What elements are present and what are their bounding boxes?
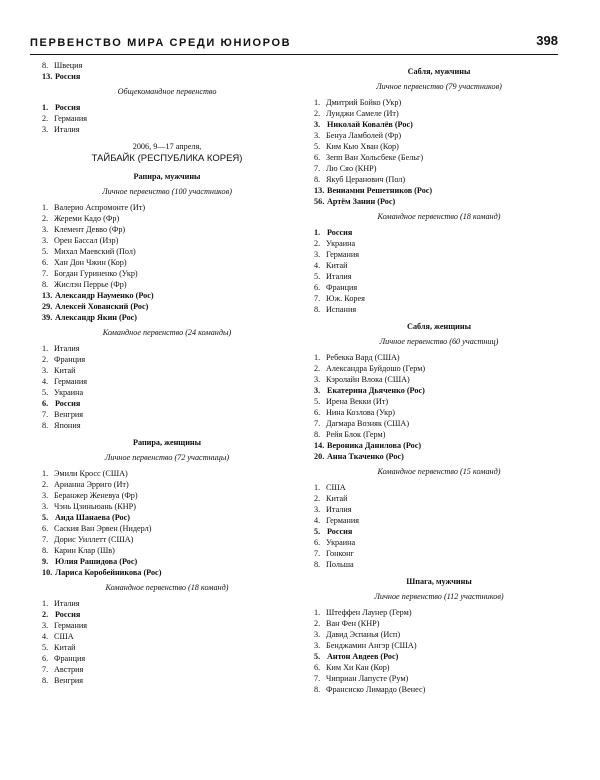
result-row [42, 490, 292, 501]
place-number: 5. [314, 142, 321, 151]
place-number: 7. [42, 535, 49, 544]
result-row [314, 260, 564, 271]
result-name: Ван Фен (КНР) [326, 619, 380, 628]
result-row [42, 60, 292, 71]
result-row [42, 609, 292, 620]
result-name: Украина [326, 538, 356, 547]
place-number: 6. [42, 654, 49, 663]
place-number: 1. [42, 469, 49, 478]
result-name: Александр Якин (Рос) [55, 313, 138, 322]
place-number: 8. [42, 546, 49, 555]
result-row [42, 279, 292, 290]
result-name: Лариса Коробейникова (Рос) [55, 568, 162, 577]
competition-subtitle: Личное первенство (60 участниц) [379, 337, 499, 346]
result-row [314, 559, 564, 570]
result-row [42, 113, 292, 124]
result-name: Зепп Ван Хольсбеке (Бельг) [326, 153, 424, 162]
result-name: Ребекка Вард (США) [326, 353, 400, 362]
result-name: Юж. Корея [326, 294, 365, 303]
result-row [314, 141, 564, 152]
place-number: 1. [42, 103, 49, 112]
place-number: 1. [314, 228, 321, 237]
result-name: Аида Шанаева (Рос) [55, 513, 130, 522]
result-row [42, 675, 292, 686]
result-row [314, 429, 564, 440]
result-row [314, 451, 564, 462]
result-name: США [326, 483, 346, 492]
result-name: Швеция [54, 61, 83, 70]
result-row [314, 271, 564, 282]
place-number: 6. [42, 258, 49, 267]
result-row [314, 152, 564, 163]
result-row [314, 607, 564, 618]
result-name: Антон Авдеев (Рос) [327, 652, 399, 661]
result-row [42, 102, 292, 113]
result-row [42, 598, 292, 609]
place-number: 2. [314, 619, 321, 628]
result-row [42, 534, 292, 545]
result-name: Германия [54, 377, 88, 386]
result-row [42, 653, 292, 664]
place-number: 7. [42, 410, 49, 419]
place-number: 9. [42, 557, 49, 566]
result-row [314, 119, 564, 130]
result-row [314, 304, 564, 315]
place-number: 2. [42, 480, 49, 489]
result-row [42, 290, 292, 301]
result-name: Саския Ван Эрвен (Нидерл) [54, 524, 152, 533]
event-title: Сабля, мужчины [407, 67, 471, 76]
result-name: Чэнь Цзиньюань (КНР) [54, 502, 136, 511]
result-row [314, 374, 564, 385]
result-name: Жислэн Перрье (Фр) [54, 280, 127, 289]
place-number: 29. [42, 302, 53, 311]
result-name: Россия [327, 228, 353, 237]
result-name: Дагмара Возняк (США) [326, 419, 410, 428]
result-name: Алексей Хованский (Рос) [55, 302, 149, 311]
result-row [314, 108, 564, 119]
result-row [314, 662, 564, 673]
result-row [314, 504, 564, 515]
place-number: 7. [42, 269, 49, 278]
place-number: 3. [314, 386, 321, 395]
place-number: 10. [42, 568, 53, 577]
result-row [42, 545, 292, 556]
result-row [314, 238, 564, 249]
result-row [314, 684, 564, 695]
page-header [30, 33, 558, 55]
place-number: 3. [314, 250, 321, 259]
competition-subtitle: Личное первенство (79 участников) [376, 82, 502, 91]
result-row [42, 398, 292, 409]
result-row [314, 249, 564, 260]
result-name: Франция [54, 654, 86, 663]
result-row [314, 407, 564, 418]
result-row [42, 556, 292, 567]
competition-subtitle: Командное первенство (24 команды) [102, 328, 232, 337]
place-number: 2. [314, 364, 321, 373]
result-row [42, 124, 292, 135]
place-number: 20. [314, 452, 325, 461]
place-number: 3. [42, 125, 49, 134]
result-row [42, 202, 292, 213]
result-row [42, 268, 292, 279]
place-number: 5. [42, 388, 49, 397]
result-name: Беранжер Женевуа (Фр) [54, 491, 138, 500]
place-number: 1. [314, 353, 321, 362]
result-name: Италия [326, 272, 352, 281]
competition-subtitle: Личное первенство (72 участницы) [104, 453, 230, 462]
result-row [314, 618, 564, 629]
result-row [314, 629, 564, 640]
result-row [42, 420, 292, 431]
place-number: 4. [42, 632, 49, 641]
result-name: Ким Кью Хван (Кор) [326, 142, 399, 151]
place-number: 13. [42, 291, 53, 300]
result-row [314, 282, 564, 293]
result-row [42, 642, 292, 653]
place-number: 1. [314, 98, 321, 107]
result-row [42, 213, 292, 224]
place-number: 3. [314, 131, 321, 140]
result-name: Чиприан Лапусте (Рум) [326, 674, 409, 683]
page-number: 398 [536, 33, 558, 48]
result-row [42, 501, 292, 512]
result-name: Якуб Церанович (Пол) [326, 175, 406, 184]
place-number: 6. [314, 538, 321, 547]
result-name: Дмитрий Бойко (Укр) [326, 98, 402, 107]
result-name: Германия [54, 114, 88, 123]
result-row [42, 376, 292, 387]
place-number: 3. [42, 366, 49, 375]
result-row [42, 468, 292, 479]
result-name: Италия [54, 125, 80, 134]
result-row [42, 235, 292, 246]
result-name: Германия [326, 250, 360, 259]
result-name: Лю Сяо (КНР) [326, 164, 377, 173]
result-name: Австрия [54, 665, 84, 674]
result-name: Эмили Кросс (США) [54, 469, 128, 478]
result-name: Украина [54, 388, 84, 397]
result-name: Екатерина Дьяченко (Рос) [327, 386, 425, 395]
running-title: ПЕРВЕНСТВО МИРА СРЕДИ ЮНИОРОВ [30, 37, 292, 49]
result-name: Карин Клар (Шв) [54, 546, 115, 555]
place-number: 2. [314, 239, 321, 248]
result-row [42, 664, 292, 675]
result-name: Орен Бассал (Изр) [54, 236, 119, 245]
result-row [314, 163, 564, 174]
place-number: 2. [42, 610, 49, 619]
result-name: Германия [54, 621, 88, 630]
result-row [314, 526, 564, 537]
place-number: 1. [314, 483, 321, 492]
place-number: 6. [314, 153, 321, 162]
result-name: Александр Науменко (Рос) [55, 291, 154, 300]
result-name: Россия [55, 72, 81, 81]
place-number: 1. [314, 608, 321, 617]
result-row [314, 130, 564, 141]
result-name: Польша [326, 560, 354, 569]
place-number: 7. [314, 164, 321, 173]
place-number: 3. [42, 502, 49, 511]
event-title: Рапира, мужчины [133, 172, 201, 181]
result-row [314, 352, 564, 363]
left-column [42, 60, 292, 686]
result-row [314, 174, 564, 185]
place-number: 5. [314, 397, 321, 406]
result-name: Жереми Кадо (Фр) [54, 214, 120, 223]
place-number: 7. [314, 549, 321, 558]
place-number: 6. [42, 524, 49, 533]
place-number: 4. [42, 377, 49, 386]
event-title: Рапира, женщины [132, 438, 202, 447]
place-number: 5. [42, 247, 49, 256]
place-number: 13. [42, 72, 53, 81]
place-number: 7. [314, 674, 321, 683]
place-number: 8. [42, 421, 49, 430]
result-name: Китай [326, 261, 348, 270]
competition-subtitle: Командное первенство (18 команд) [105, 583, 229, 592]
result-row [42, 257, 292, 268]
result-row [314, 537, 564, 548]
result-name: Хан Дон Чжин (Кор) [54, 258, 127, 267]
result-name: Италия [54, 344, 80, 353]
place-number: 14. [314, 441, 325, 450]
place-number: 4. [314, 261, 321, 270]
competition-subtitle: Общекомандное первенство [117, 87, 217, 96]
result-row [314, 385, 564, 396]
place-number: 8. [314, 430, 321, 439]
result-name: Нина Козлова (Укр) [326, 408, 395, 417]
result-name: Украина [326, 239, 356, 248]
result-name: Артём Занин (Рос) [327, 197, 396, 206]
result-row [314, 227, 564, 238]
result-name: Клемент Девво (Фр) [54, 225, 126, 234]
result-row [42, 71, 292, 82]
result-row [314, 363, 564, 374]
result-name: Дорис Уиллетт (США) [54, 535, 134, 544]
place-number: 5. [42, 643, 49, 652]
place-number: 2. [314, 494, 321, 503]
right-column [314, 60, 564, 695]
competition-subtitle: Командное первенство (18 команд) [377, 212, 501, 221]
result-row [42, 620, 292, 631]
result-name: Италия [326, 505, 352, 514]
result-name: Александра Буйдошо (Герм) [326, 364, 426, 373]
event-venue: ТАЙБАЙК (РЕСПУБЛИКА КОРЕЯ) [91, 153, 243, 164]
result-name: Китай [326, 494, 348, 503]
place-number: 5. [314, 652, 321, 661]
result-name: Китай [54, 643, 76, 652]
result-name: Венгрия [54, 410, 84, 419]
result-name: Штеффен Лаунер (Герм) [326, 608, 412, 617]
result-row [42, 567, 292, 578]
result-name: Рейя Блок (Герм) [326, 430, 386, 439]
place-number: 6. [314, 663, 321, 672]
result-row [42, 512, 292, 523]
place-number: 8. [314, 560, 321, 569]
result-name: Юлия Рашидова (Рос) [55, 557, 138, 566]
result-name: Бенуа Ламболей (Фр) [326, 131, 402, 140]
result-name: Николай Ковалёв (Рос) [327, 120, 413, 129]
place-number: 8. [42, 61, 49, 70]
result-name: Япония [54, 421, 81, 430]
event-title: Сабля, женщины [407, 322, 471, 331]
place-number: 3. [42, 621, 49, 630]
result-name: Германия [326, 516, 360, 525]
place-number: 8. [314, 175, 321, 184]
result-row [314, 293, 564, 304]
result-row [42, 301, 292, 312]
result-name: Валерио Аспромонте (Ит) [54, 203, 146, 212]
result-row [42, 224, 292, 235]
place-number: 6. [314, 283, 321, 292]
competition-subtitle: Личное первенство (112 участников) [374, 592, 504, 601]
result-name: Арианна Эрриго (Ит) [54, 480, 129, 489]
place-number: 5. [42, 513, 49, 522]
result-row [314, 493, 564, 504]
place-number: 3. [42, 491, 49, 500]
result-name: Кэролайн Влока (США) [326, 375, 410, 384]
result-row [42, 246, 292, 257]
result-name: Гонконг [326, 549, 354, 558]
result-row [42, 523, 292, 534]
place-number: 2. [42, 355, 49, 364]
place-number: 5. [314, 272, 321, 281]
result-name: Франция [54, 355, 86, 364]
place-number: 8. [42, 280, 49, 289]
result-name: Ким Хи Кан (Кор) [326, 663, 390, 672]
result-row [314, 482, 564, 493]
result-name: Испания [326, 305, 357, 314]
place-number: 3. [314, 630, 321, 639]
result-row [42, 343, 292, 354]
result-name: Россия [55, 103, 81, 112]
result-row [42, 312, 292, 323]
competition-subtitle: Командное первенство (15 команд) [377, 467, 501, 476]
result-row [314, 515, 564, 526]
place-number: 7. [42, 665, 49, 674]
result-name: Давид Эспанья (Исп) [326, 630, 401, 639]
place-number: 8. [314, 305, 321, 314]
place-number: 8. [314, 685, 321, 694]
result-name: Бенджамин Ангэр (США) [326, 641, 417, 650]
result-row [314, 651, 564, 662]
place-number: 2. [314, 109, 321, 118]
place-number: 3. [314, 641, 321, 650]
place-number: 5. [314, 527, 321, 536]
event-title: Шпага, мужчины [406, 577, 472, 586]
result-name: Луиджи Самеле (Ит) [326, 109, 399, 118]
place-number: 6. [314, 408, 321, 417]
result-row [42, 479, 292, 490]
result-row [42, 409, 292, 420]
result-row [314, 548, 564, 559]
event-date: 2006, 9—17 апреля, [132, 142, 202, 151]
place-number: 6. [42, 399, 49, 408]
result-name: Ирена Векки (Ит) [326, 397, 389, 406]
place-number: 39. [42, 313, 53, 322]
result-name: Вениамин Решетников (Рос) [327, 186, 433, 195]
place-number: 13. [314, 186, 325, 195]
place-number: 56. [314, 197, 325, 206]
result-name: Михал Маевский (Пол) [54, 247, 136, 256]
result-row [314, 673, 564, 684]
place-number: 3. [314, 120, 321, 129]
result-name: Россия [55, 610, 81, 619]
place-number: 3. [42, 236, 49, 245]
place-number: 7. [314, 294, 321, 303]
result-row [42, 387, 292, 398]
place-number: 4. [314, 516, 321, 525]
result-name: Богдан Гуриненко (Укр) [54, 269, 138, 278]
result-name: Франция [326, 283, 358, 292]
result-name: Италия [54, 599, 80, 608]
result-name: Анна Ткаченко (Рос) [327, 452, 404, 461]
result-name: Франсиско Лимардо (Венес) [326, 685, 426, 694]
result-row [314, 418, 564, 429]
result-row [314, 196, 564, 207]
result-row [314, 97, 564, 108]
place-number: 8. [42, 676, 49, 685]
competition-subtitle: Личное первенство (100 участников) [102, 187, 232, 196]
result-row [42, 631, 292, 642]
place-number: 1. [42, 599, 49, 608]
result-name: Россия [55, 399, 81, 408]
result-name: Вероника Данилова (Рос) [327, 441, 422, 450]
result-row [42, 365, 292, 376]
result-name: Россия [327, 527, 353, 536]
result-row [314, 185, 564, 196]
place-number: 3. [42, 225, 49, 234]
result-row [42, 354, 292, 365]
place-number: 1. [42, 344, 49, 353]
result-row [314, 440, 564, 451]
place-number: 3. [314, 375, 321, 384]
result-row [314, 396, 564, 407]
result-name: Венгрия [54, 676, 84, 685]
place-number: 7. [314, 419, 321, 428]
result-name: США [54, 632, 74, 641]
result-row [314, 640, 564, 651]
result-name: Китай [54, 366, 76, 375]
place-number: 1. [42, 203, 49, 212]
place-number: 2. [42, 114, 49, 123]
place-number: 3. [314, 505, 321, 514]
place-number: 2. [42, 214, 49, 223]
